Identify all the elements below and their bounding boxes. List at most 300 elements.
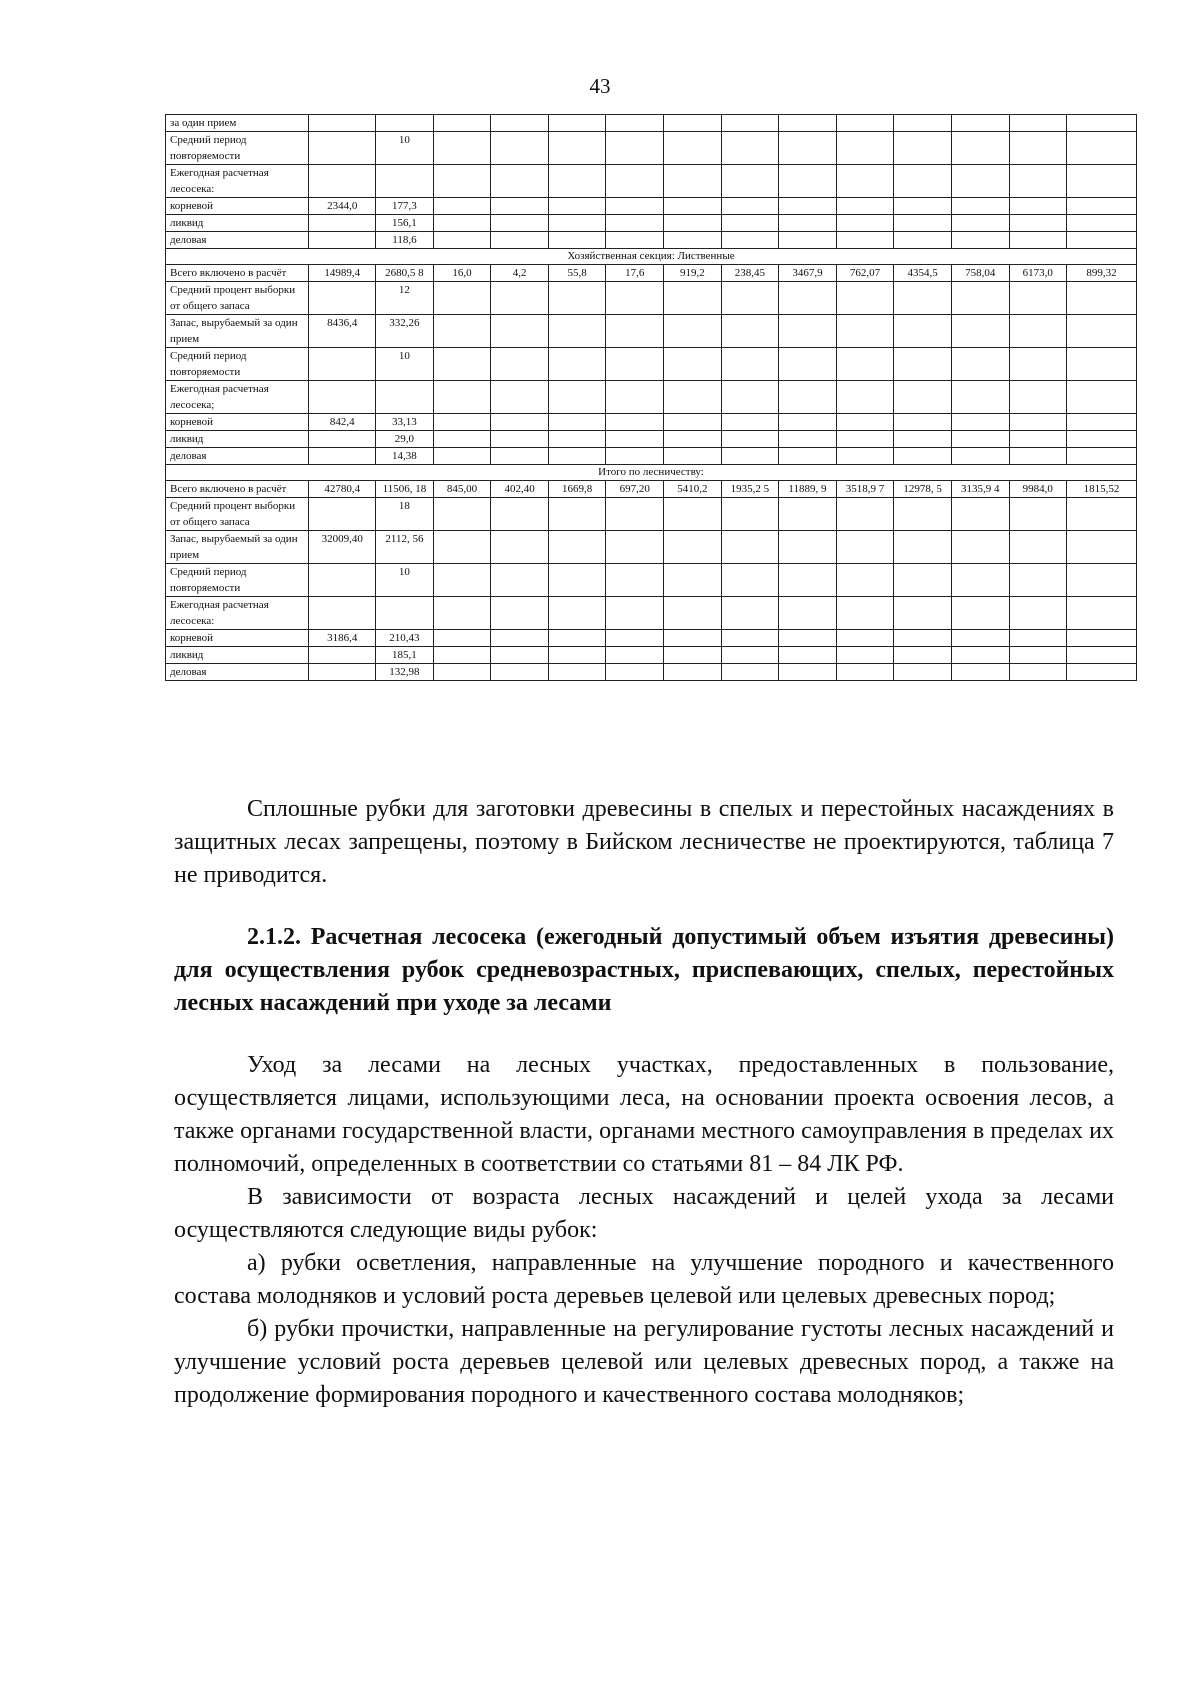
table-cell	[779, 232, 837, 249]
table-cell	[779, 431, 837, 448]
table-cell	[721, 282, 779, 315]
table-cell	[433, 348, 491, 381]
table-cell	[721, 232, 779, 249]
table-cell	[779, 564, 837, 597]
table-cell	[606, 165, 664, 198]
table-cell	[309, 115, 376, 132]
table-cell	[894, 531, 952, 564]
table-cell	[1067, 115, 1137, 132]
table-cell: 238,45	[721, 265, 779, 282]
table-cell	[606, 498, 664, 531]
table-cell	[1067, 348, 1137, 381]
table-cell: 10	[376, 132, 434, 165]
table-cell: 32009,40	[309, 531, 376, 564]
table-cell	[309, 232, 376, 249]
list-item-b: б) рубки прочистки, направленные на регулирование густоты лесных насаждений и улучшение условий роста деревьев целевой или целевых древесных пород, а также на продолжение формирования породного и качественного состава молодняков;	[174, 1316, 1114, 1408]
table-cell	[548, 664, 606, 681]
table-row	[166, 215, 1137, 232]
table-cell	[779, 282, 837, 315]
table-cell	[894, 232, 952, 249]
table-cell	[836, 414, 894, 431]
table-row	[166, 647, 1137, 664]
row-label: ликвид	[166, 215, 309, 232]
table-cell	[433, 597, 491, 630]
table-cell	[951, 647, 1009, 664]
table-cell	[606, 132, 664, 165]
table-cell	[548, 597, 606, 630]
table-cell	[779, 498, 837, 531]
table-cell: 10	[376, 564, 434, 597]
row-label: ликвид	[166, 647, 309, 664]
table-cell: 697,20	[606, 481, 664, 498]
row-label: корневой	[166, 414, 309, 431]
table-row	[166, 315, 1137, 348]
table-cell: 29,0	[376, 431, 434, 448]
table-row	[166, 381, 1137, 414]
table-cell: 6173,0	[1009, 265, 1067, 282]
table-cell	[1067, 315, 1137, 348]
table-cell	[836, 282, 894, 315]
table-cell	[951, 597, 1009, 630]
row-label: деловая	[166, 232, 309, 249]
row-label: Ежегодная расчетная лесосека:	[166, 597, 309, 630]
table-cell	[309, 647, 376, 664]
table-cell	[894, 597, 952, 630]
table-cell	[951, 381, 1009, 414]
table-cell	[721, 431, 779, 448]
table-cell	[1067, 132, 1137, 165]
list-item-a: а) рубки осветления, направленные на улучшение породного и качественного состава молодняков и условий роста деревьев целевой или целевых древесных пород;	[174, 1250, 1114, 1309]
table-cell	[836, 215, 894, 232]
table-cell	[664, 165, 722, 198]
table-cell	[548, 315, 606, 348]
table-cell	[779, 115, 837, 132]
table-cell	[836, 630, 894, 647]
table-cell: 9984,0	[1009, 481, 1067, 498]
table-cell	[664, 448, 722, 465]
table-cell	[1009, 414, 1067, 431]
table-cell: 845,00	[433, 481, 491, 498]
table-row	[166, 282, 1137, 315]
table-cell	[548, 630, 606, 647]
table-cell	[951, 531, 1009, 564]
table-cell: 12978, 5	[894, 481, 952, 498]
table-cell	[433, 664, 491, 681]
table-cell	[1009, 431, 1067, 448]
table-cell: 18	[376, 498, 434, 531]
table-cell	[491, 381, 549, 414]
table-cell	[433, 431, 491, 448]
table-cell	[951, 115, 1009, 132]
table-cell	[606, 381, 664, 414]
table-cell	[664, 315, 722, 348]
table-cell: 3186,4	[309, 630, 376, 647]
table-cell	[1067, 498, 1137, 531]
table-cell	[1067, 597, 1137, 630]
table-cell	[491, 564, 549, 597]
table-cell: 919,2	[664, 265, 722, 282]
table-cell	[664, 215, 722, 232]
table-cell	[606, 198, 664, 215]
table-cell	[548, 115, 606, 132]
table-cell	[894, 215, 952, 232]
table-cell	[1009, 564, 1067, 597]
table-cell	[951, 132, 1009, 165]
table-cell	[376, 165, 434, 198]
table-cell	[721, 348, 779, 381]
table-cell	[951, 448, 1009, 465]
section-title: Хозяйственная секция: Лиственные	[166, 249, 1137, 265]
table-cell	[1009, 348, 1067, 381]
table-cell	[1067, 215, 1137, 232]
table-cell	[1067, 381, 1137, 414]
table-cell	[664, 198, 722, 215]
table-cell	[836, 448, 894, 465]
table-cell: 16,0	[433, 265, 491, 282]
section-heading-block	[174, 921, 1114, 1020]
table-row	[166, 481, 1137, 498]
table-cell	[1067, 165, 1137, 198]
table-cell	[779, 414, 837, 431]
table-cell	[606, 232, 664, 249]
table-cell	[309, 215, 376, 232]
table-cell: 758,04	[951, 265, 1009, 282]
table-cell	[1009, 498, 1067, 531]
table-cell	[664, 564, 722, 597]
table-cell	[309, 448, 376, 465]
table-cell	[491, 498, 549, 531]
table-cell	[433, 215, 491, 232]
section-title: Итого по лесничеству:	[166, 465, 1137, 481]
table-cell: 210,43	[376, 630, 434, 647]
table-cell	[836, 115, 894, 132]
table-cell	[664, 282, 722, 315]
table-cell	[951, 282, 1009, 315]
table-cell	[548, 348, 606, 381]
table-cell	[951, 215, 1009, 232]
table-cell	[894, 115, 952, 132]
table-cell	[721, 498, 779, 531]
table-cell	[548, 198, 606, 215]
table-cell	[951, 414, 1009, 431]
table-cell	[721, 132, 779, 165]
table-cell	[1009, 630, 1067, 647]
intro-paragraph	[174, 793, 1114, 892]
table-cell	[309, 498, 376, 531]
table-cell	[606, 630, 664, 647]
table-cell	[951, 498, 1009, 531]
paragraph-clear-cuttings: Сплошные рубки для заготовки древесины в спелых и перестойных насаждениях в защитных лесах запрещены, поэтому в Бийском лесничестве не проектируются, таблица 7 не приводится.	[174, 796, 1114, 888]
table-cell	[433, 630, 491, 647]
table-cell	[779, 647, 837, 664]
table-cell	[433, 232, 491, 249]
table-cell	[664, 414, 722, 431]
table-cell: 14989,4	[309, 265, 376, 282]
table-cell	[836, 531, 894, 564]
table-cell	[836, 132, 894, 165]
row-label: Запас, вырубаемый за один прием	[166, 531, 309, 564]
row-label: Средний период повторяемости	[166, 348, 309, 381]
table-cell	[491, 198, 549, 215]
table-cell	[779, 664, 837, 681]
table-cell	[1009, 664, 1067, 681]
table-cell	[894, 414, 952, 431]
table-cell	[721, 414, 779, 431]
table-cell	[491, 630, 549, 647]
table-cell	[1009, 597, 1067, 630]
table-cell	[433, 198, 491, 215]
table-cell: 1669,8	[548, 481, 606, 498]
table-cell	[1067, 630, 1137, 647]
table-cell	[664, 647, 722, 664]
table-cell	[309, 597, 376, 630]
table-cell	[433, 165, 491, 198]
table-cell: 10	[376, 348, 434, 381]
table-cell	[951, 232, 1009, 249]
table-cell	[606, 315, 664, 348]
table-cell	[433, 315, 491, 348]
table-cell	[491, 664, 549, 681]
table-cell	[376, 381, 434, 414]
table-cell	[951, 664, 1009, 681]
table-cell	[606, 282, 664, 315]
table-row	[166, 564, 1137, 597]
row-label: Ежегодная расчетная лесосека:	[166, 165, 309, 198]
table-cell: 2344,0	[309, 198, 376, 215]
table-cell	[309, 664, 376, 681]
row-label: ликвид	[166, 431, 309, 448]
table-cell	[951, 564, 1009, 597]
table-cell	[606, 215, 664, 232]
table-cell: 11506, 18	[376, 481, 434, 498]
table-cell	[894, 315, 952, 348]
table-cell	[951, 630, 1009, 647]
table-row	[166, 115, 1137, 132]
table-cell	[491, 232, 549, 249]
table-cell	[779, 630, 837, 647]
table-cell	[1009, 381, 1067, 414]
table-cell	[721, 448, 779, 465]
table-cell	[1009, 531, 1067, 564]
table-cell	[894, 348, 952, 381]
table-cell: 1815,52	[1067, 481, 1137, 498]
table-cell	[491, 165, 549, 198]
row-label: Средний период повторяемости	[166, 132, 309, 165]
table-cell	[721, 165, 779, 198]
table-cell	[433, 647, 491, 664]
table-cell	[1067, 564, 1137, 597]
table-cell	[721, 647, 779, 664]
table-cell	[491, 597, 549, 630]
table-cell	[606, 664, 664, 681]
table-cell	[1009, 232, 1067, 249]
table-cell	[606, 564, 664, 597]
table-cell	[836, 381, 894, 414]
table-cell: 8436,4	[309, 315, 376, 348]
table-cell	[309, 431, 376, 448]
table-cell	[894, 498, 952, 531]
table-row	[166, 414, 1137, 431]
table-cell: 899,32	[1067, 265, 1137, 282]
table-cell	[664, 115, 722, 132]
table-cell: 55,8	[548, 265, 606, 282]
table-cell	[433, 448, 491, 465]
table-cell	[721, 115, 779, 132]
table-cell	[664, 664, 722, 681]
table-cell	[894, 664, 952, 681]
table-cell: 3467,9	[779, 265, 837, 282]
table-cell	[606, 597, 664, 630]
table-cell	[721, 630, 779, 647]
table-cell	[894, 282, 952, 315]
table-cell: 11889, 9	[779, 481, 837, 498]
table-cell	[664, 531, 722, 564]
table-row	[166, 431, 1137, 448]
table-cell	[836, 647, 894, 664]
table-cell	[894, 431, 952, 448]
table-cell	[491, 414, 549, 431]
table-cell	[433, 282, 491, 315]
table-cell	[606, 431, 664, 448]
row-label: корневой	[166, 630, 309, 647]
table-cell	[491, 448, 549, 465]
table-cell	[836, 232, 894, 249]
table-cell: 2680,5 8	[376, 265, 434, 282]
table-cell	[664, 132, 722, 165]
table-cell	[606, 448, 664, 465]
table-cell	[664, 381, 722, 414]
table-cell	[894, 448, 952, 465]
table-cell	[491, 215, 549, 232]
table-cell: 3518,9 7	[836, 481, 894, 498]
table-cell	[309, 348, 376, 381]
table-cell	[951, 348, 1009, 381]
table-cell	[664, 630, 722, 647]
table-cell	[548, 531, 606, 564]
table-cell	[1009, 132, 1067, 165]
table-cell	[836, 348, 894, 381]
table-cell	[951, 165, 1009, 198]
row-label: деловая	[166, 664, 309, 681]
table-cell	[548, 498, 606, 531]
section-heading: 2.1.2. Расчетная лесосека (ежегодный допустимый объем изъятия древесины) для осуществления рубок средневозрастных, приспевающих, спелых, перестойных лесных насаждений при уходе за лесами	[174, 924, 1114, 1016]
table-cell	[664, 597, 722, 630]
table-cell	[491, 315, 549, 348]
table-row	[166, 165, 1137, 198]
table-cell: 33,13	[376, 414, 434, 431]
table-cell	[1067, 232, 1137, 249]
table-cell: 5410,2	[664, 481, 722, 498]
table-row	[166, 630, 1137, 647]
table-cell	[951, 431, 1009, 448]
table-cell	[721, 215, 779, 232]
table-cell	[309, 381, 376, 414]
table-cell: 842,4	[309, 414, 376, 431]
table-cell	[548, 647, 606, 664]
table-cell	[309, 132, 376, 165]
table-cell	[664, 232, 722, 249]
table-cell	[721, 564, 779, 597]
table-cell	[309, 165, 376, 198]
table-cell	[894, 564, 952, 597]
table-cell: 3135,9 4	[951, 481, 1009, 498]
table-cell: 762,07	[836, 265, 894, 282]
table-cell	[1009, 282, 1067, 315]
table-cell	[664, 431, 722, 448]
table-cell	[433, 414, 491, 431]
table-cell	[836, 431, 894, 448]
table-cell	[721, 597, 779, 630]
table-cell	[309, 564, 376, 597]
table-cell	[836, 564, 894, 597]
table-cell: 132,98	[376, 664, 434, 681]
table-cell	[606, 115, 664, 132]
table-cell	[433, 115, 491, 132]
table-row	[166, 531, 1137, 564]
table-cell	[491, 282, 549, 315]
table-row	[166, 132, 1137, 165]
table-cell: 2112, 56	[376, 531, 434, 564]
table-cell	[548, 215, 606, 232]
table-cell	[894, 165, 952, 198]
table-cell	[1067, 664, 1137, 681]
table-cell	[1067, 282, 1137, 315]
table-cell	[1067, 647, 1137, 664]
table-cell	[433, 531, 491, 564]
table-cell	[779, 132, 837, 165]
table-cell	[779, 381, 837, 414]
table-cell: 4354,5	[894, 265, 952, 282]
page-number: 43	[589, 74, 611, 98]
table-cell	[779, 215, 837, 232]
table-cell	[894, 647, 952, 664]
table-row	[166, 265, 1137, 282]
table-cell	[894, 381, 952, 414]
table-cell	[1009, 647, 1067, 664]
table-cell: 332,26	[376, 315, 434, 348]
table-cell	[433, 564, 491, 597]
table-cell	[433, 498, 491, 531]
table-row	[166, 664, 1137, 681]
table-cell	[836, 198, 894, 215]
row-label: за один прием	[166, 115, 309, 132]
table-cell	[1067, 414, 1137, 431]
table-cell	[433, 132, 491, 165]
table-cell	[309, 282, 376, 315]
table-cell	[548, 232, 606, 249]
table-cell: 177,3	[376, 198, 434, 215]
table-cell	[1009, 315, 1067, 348]
row-label: Средний процент выборки от общего запаса	[166, 498, 309, 531]
table-cell	[779, 531, 837, 564]
table-cell	[664, 348, 722, 381]
table-cell	[779, 348, 837, 381]
table-cell	[491, 115, 549, 132]
table-cell	[491, 348, 549, 381]
row-label: Всего включено в расчёт	[166, 481, 309, 498]
table-cell	[548, 414, 606, 431]
table-cell	[491, 647, 549, 664]
table-row	[166, 232, 1137, 249]
table-cell	[1009, 115, 1067, 132]
row-label: корневой	[166, 198, 309, 215]
table-cell	[951, 198, 1009, 215]
table-cell: 1935,2 5	[721, 481, 779, 498]
table-cell	[836, 597, 894, 630]
body-text	[174, 1049, 1114, 1412]
table-cell	[836, 498, 894, 531]
table-row	[166, 597, 1137, 630]
